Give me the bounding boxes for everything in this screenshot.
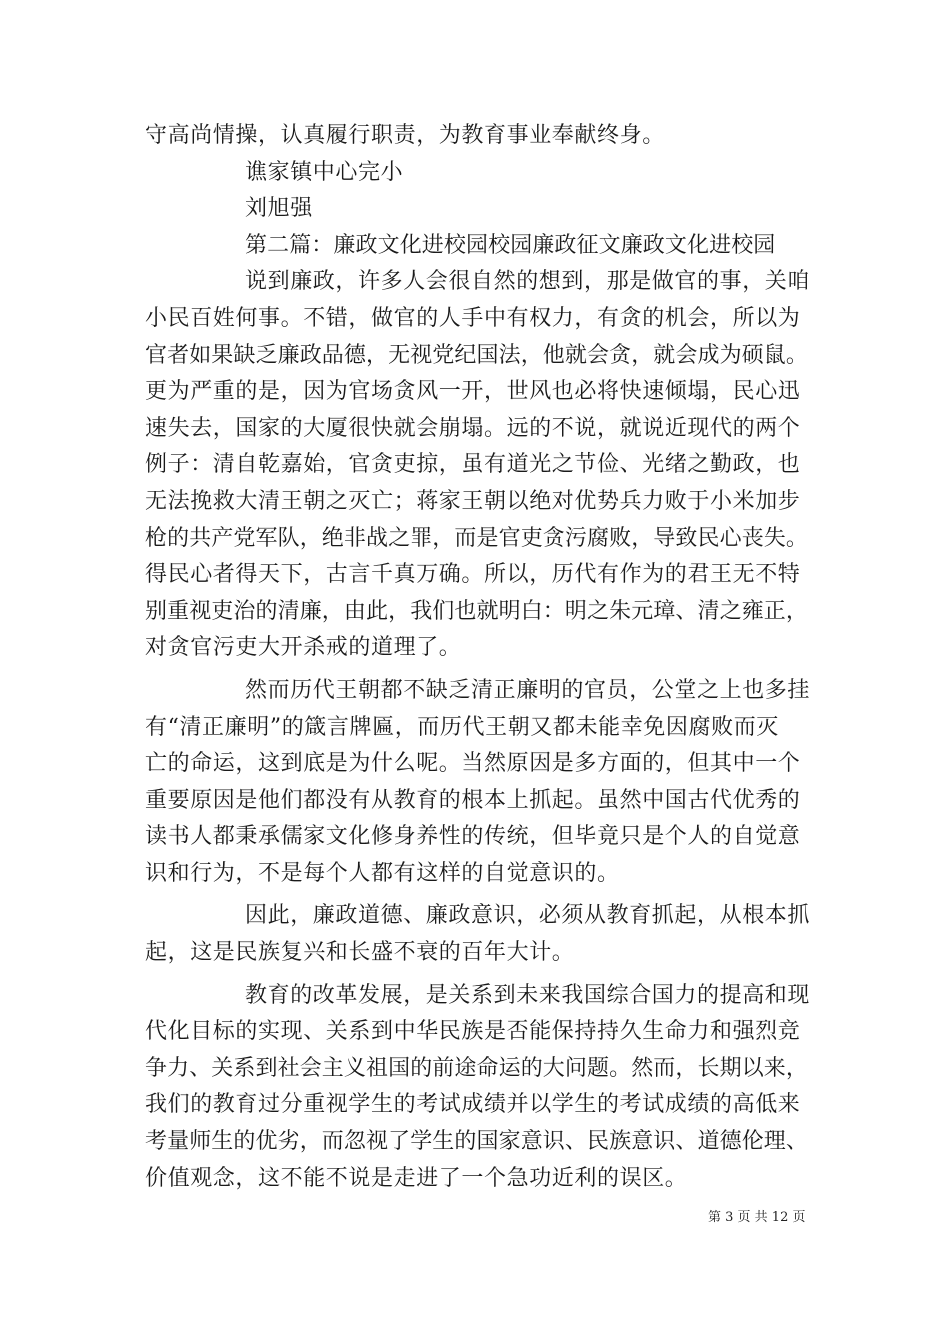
text-line: 无法挽救大清王朝之灭亡；蒋家王朝以绝对优势兵力败于小米加步: [145, 488, 801, 514]
text-line: 争力、关系到社会主义祖国的前途命运的大问题。然而，长期以来，: [145, 1055, 809, 1081]
text-line: 我们的教育过分重视学生的考试成绩并以学生的考试成绩的高低来: [145, 1092, 801, 1118]
text-line: 得民心者得天下，古言千真万确。所以，历代有作为的君王无不特: [145, 562, 801, 588]
text-line: 更为严重的是，因为官场贪风一开，世风也必将快速倾塌，民心迅: [145, 379, 801, 405]
text-line: 别重视吏治的清廉，由此，我们也就明白：明之朱元璋、清之雍正，: [145, 598, 809, 624]
text-line: 因此，廉政道德、廉政意识，必须从教育抓起，从根本抓: [245, 903, 811, 929]
text-line: 然而历代王朝都不缺乏清正廉明的官员，公堂之上也多挂: [245, 677, 811, 703]
school-name: 谯家镇中心完小: [245, 159, 404, 185]
text-line: 价值观念，这不能不说是走进了一个急功近利的误区。: [145, 1165, 688, 1191]
text-line: 重要原因是他们都没有从教育的根本上抓起。虽然中国古代优秀的: [145, 787, 801, 813]
text-line: 读书人都秉承儒家文化修身养性的传统，但毕竟只是个人的自觉意: [145, 824, 801, 850]
text-line: 有“清正廉明”的箴言牌匾，而历代王朝又都未能幸免因腐败而灭: [145, 714, 779, 740]
text-line: 官者如果缺乏廉政品德，无视党纪国法，他就会贪，就会成为硕鼠。: [145, 342, 809, 368]
text-line: 亡的命运，这到底是为什么呢。当然原因是多方面的，但其中一个: [145, 751, 801, 777]
text-line: 识和行为，不是每个人都有这样的自觉意识的。: [145, 860, 620, 886]
page-number: 第 3 页 共 12 页: [708, 1210, 806, 1225]
text-line: 说到廉政，许多人会很自然的想到，那是做官的事，关咱: [245, 269, 811, 295]
text-line: 小民百姓何事。不错，做官的人手中有权力，有贪的机会，所以为: [145, 305, 801, 331]
text-line: 起，这是民族复兴和长盛不衰的百年大计。: [145, 940, 575, 966]
section-heading: 第二篇：廉政文化进校园校园廉政征文廉政文化进校园: [245, 232, 776, 258]
author-name: 刘旭强: [245, 196, 313, 222]
text-line: 对贪官污吏大开杀戒的道理了。: [145, 635, 462, 661]
text-line: 例子：清自乾嘉始，官贪吏掠，虽有道光之节俭、光绪之勤政，也: [145, 452, 801, 478]
text-line: 守高尚情操，认真履行职责，为教育事业奉献终身。: [145, 123, 665, 148]
text-line: 教育的改革发展，是关系到未来我国综合国力的提高和现: [245, 982, 811, 1008]
text-line: 代化目标的实现、关系到中华民族是否能保持持久生命力和强烈竞: [145, 1019, 801, 1045]
body-text: [145, 118, 810, 1197]
text-line: 考量师生的优劣，而忽视了学生的国家意识、民族意识、道德伦理、: [145, 1129, 809, 1155]
text-line: 速失去，国家的大厦很快就会崩塌。远的不说，就说近现代的两个: [145, 415, 801, 441]
text-line: 枪的共产党军队，绝非战之罪，而是官吏贪污腐败，导致民心丧失。: [145, 525, 809, 551]
